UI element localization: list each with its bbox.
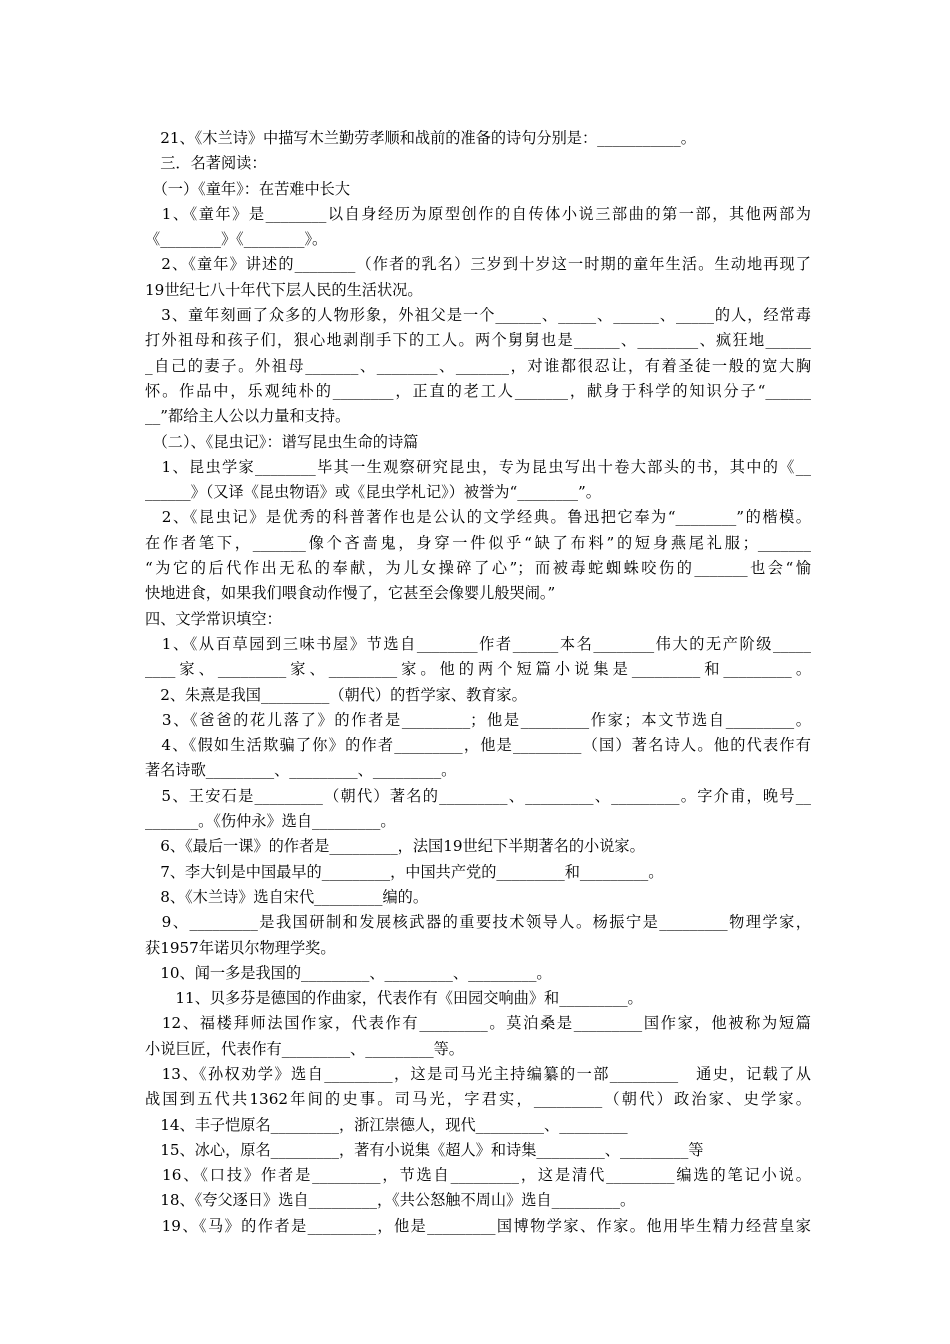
text-line: 三．名著阅读： [145, 154, 267, 173]
text-line: _______。《伤仲永》选自_________。 [145, 812, 396, 831]
text-line: 13、《孙权劝学》选自_________，这是司马光主持编纂的一部_________ 通史，记载了从 [145, 1064, 811, 1083]
text-line: 战国到五代共1362年间的史事。司马光，字君实，_________（朝代）政治家、史学家。 [145, 1090, 811, 1109]
text-line: 12、福楼拜师法国作家，代表作有_________。莫泊桑是_________国作家，他被称为短篇 [145, 1014, 811, 1033]
text-line: 16、《口技》作者是_________，节选自_________，这是清代_________编选的笔记小说。 [145, 1166, 811, 1185]
text-line: 19世纪七八十年代下层人民的生活状况。 [145, 280, 423, 299]
text-line: 9、_________是我国研制和发展核武器的重要技术领导人。杨振宁是_________物理学家， [145, 913, 811, 932]
text-line: 10、闻一多是我国的_________、_________、_________。 [145, 963, 552, 982]
text-line: 3、童年刻画了众多的人物形象，外祖父是一个______、_____、______、_____的人，经常毒 [145, 306, 811, 325]
text-line: 2、《童年》讲述的________（作者的乳名）三岁到十岁这一时期的童年生活。生动地再现了 [145, 255, 811, 274]
text-line: 1、《童年》是________以自身经历为原型创作的自传体小说三部曲的第一部，其他两部为 [145, 204, 811, 223]
text-line: 21、《木兰诗》中描写木兰勤劳孝顺和战前的准备的诗句分别是：___________。 [145, 129, 696, 147]
text-line: 18、《夸父逐日》选自_________，《共公怒触不周山》选自_________。 [145, 1191, 636, 1210]
text-line: 15、冰心，原名_________，著有小说集《超人》和诗集_________、_________等 [145, 1140, 704, 1159]
text-line: 1、《从百草园到三味书屋》节选自________作者______本名________伟大的无产阶级_____ [145, 634, 811, 653]
text-line: __”都给主人公以力量和支持。 [145, 407, 351, 426]
text-line: 7、李大钊是中国最早的_________，中国共产党的_________和_________。 [145, 862, 664, 881]
text-line: 1、昆虫学家________毕其一生观察研究昆虫，专为昆虫写出十卷大部头的书，其中的《__ [145, 457, 811, 476]
text-line: 5、王安石是_________（朝代）著名的_________、_________、_________。字介甫，晚号__ [145, 786, 811, 805]
document-page [145, 126, 811, 1239]
text-line: 小说巨匠，代表作有_________、_________等。 [145, 1039, 464, 1058]
text-line: 2、《昆虫记》是优秀的科普著作也是公认的文学经典。鲁迅把它奉为“________”的楷模。 [145, 508, 811, 527]
text-line: （二）、《昆虫记》：谱写昆虫生命的诗篇 [145, 432, 419, 451]
text-line: 《________》《________》。 [145, 230, 328, 249]
text-line: 3、《爸爸的花儿落了》的作者是_________；他是_________作家；本文节选自_________。 [145, 710, 811, 729]
text-line: 2、朱熹是我国_________（朝代）的哲学家、教育家。 [145, 685, 527, 704]
text-line: 4、《假如生活欺骗了你》的作者_________，他是_________（国）著名诗人。他的代表作有 [145, 736, 811, 755]
text-line: 四、文学常识填空： [145, 609, 282, 628]
text-line: 6、《最后一课》的作者是_________，法国19世纪下半期著名的小说家。 [145, 837, 645, 856]
text-line: 在作者笔下，_______像个吝啬鬼，身穿一件似乎“缺了布料”的短身燕尾礼服；_______ [145, 533, 811, 552]
text-line: _自己的妻子。外祖母_______、________、_______，对谁都很忍让，有着圣徒一般的宽大胸 [145, 356, 811, 375]
text-line: 11、贝多芬是德国的作曲家，代表作有《田园交响曲》和_________。 [145, 989, 643, 1008]
text-line: 快地进食，如果我们喂食动作慢了，它甚至会像婴儿般哭闹。” [145, 584, 556, 603]
text-line: 获1957年诺贝尔物理学奖。 [145, 938, 336, 957]
text-line: 著名诗歌_________、_________、_________。 [145, 761, 457, 780]
text-line: ____家、_________家、_________家。他的两个短篇小说集是_________和_________。 [145, 660, 811, 679]
text-line: （一）《童年》：在苦难中长大 [145, 179, 351, 198]
text-line: ______》（又译《昆虫物语》或《昆虫学札记》）被誉为“________”。 [145, 483, 601, 502]
text-line: “为它的后代作出无私的奉献，为儿女操碎了心”；而被毒蛇蜘蛛咬伤的_______也会“愉 [145, 559, 811, 578]
text-line: 19、《马》的作者是_________，他是_________国博物学家、作家。他用毕生精力经营皇家 [145, 1216, 811, 1235]
text-line: 怀。作品中，乐观纯朴的________，正直的老工人_______，献身于科学的知识分子“______ [145, 381, 811, 400]
text-line: 打外祖母和孩子们，狠心地剥削手下的工人。两个舅舅也是______、________、疯狂地______ [145, 331, 811, 350]
text-line: 14、丰子恺原名_________，浙江崇德人，现代_________、_________ [145, 1115, 628, 1134]
text-line: 8、《木兰诗》选自宋代_________编的。 [145, 887, 429, 906]
